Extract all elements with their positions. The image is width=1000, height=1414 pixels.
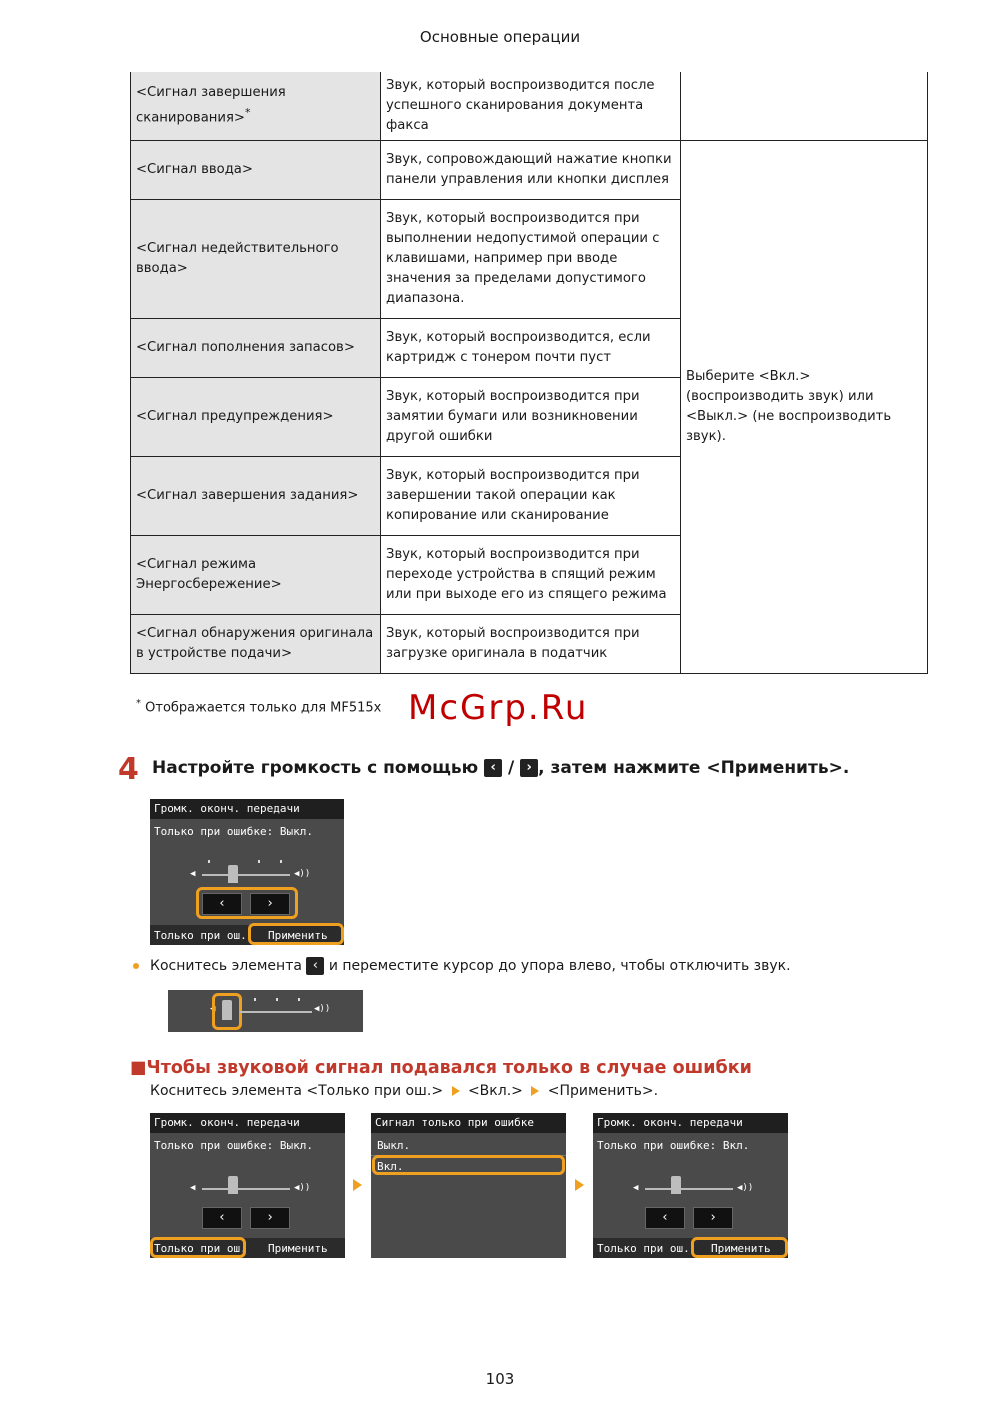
highlight-frame xyxy=(212,993,242,1030)
signal-desc: Звук, который воспроизводится, если картридж с тонером почти пуст xyxy=(381,319,681,378)
arrow-right-icon xyxy=(353,1179,362,1191)
option-off[interactable]: Выкл. xyxy=(377,1139,411,1152)
slider-tick xyxy=(208,860,210,863)
signal-desc: Звук, который воспроизводится при загрузке оригинала в податчик xyxy=(381,615,681,674)
slider-tick xyxy=(258,860,260,863)
speaker-low-icon: ◀ xyxy=(190,869,196,879)
signal-desc: Звук, сопровождающий нажатие кнопки панели управления или кнопки дисплея xyxy=(381,141,681,200)
volume-slider-track[interactable] xyxy=(645,1188,733,1190)
device-screen-volume xyxy=(150,799,344,945)
step-instruction: Настройте громкость с помощью ‹ / › , затем нажмите <Применить>. xyxy=(152,758,850,778)
only-on-error-button[interactable]: Только при ош. xyxy=(597,1242,690,1255)
highlight-frame xyxy=(196,887,298,919)
bullet-instruction: Коснитесь элемента ‹ и переместите курсор до упора влево, чтобы отключить звук. xyxy=(150,958,791,974)
screen-title: Громк. оконч. передачи xyxy=(150,1113,345,1133)
screen-title: Громк. оконч. передачи xyxy=(593,1113,788,1133)
signal-name: <Сигнал завершения задания> xyxy=(131,457,381,536)
signal-name: <Сигнал завершения сканирования>* xyxy=(131,72,381,141)
signal-table xyxy=(130,72,928,674)
signal-desc: Звук, который воспроизводится при замятии бумаги или возникновении другой ошибки xyxy=(381,378,681,457)
footnote: * Отображается только для MF515x xyxy=(136,698,382,716)
highlight-frame xyxy=(691,1237,788,1258)
option-on[interactable]: Вкл. xyxy=(377,1160,404,1173)
screen-title: Сигнал только при ошибке xyxy=(371,1113,566,1133)
page-header-title: Основные операции xyxy=(419,28,581,46)
speaker-high-icon: ◀)) xyxy=(294,1183,311,1193)
slider-strip-screen xyxy=(168,990,363,1032)
apply-button[interactable]: Применить xyxy=(268,929,328,942)
signal-name: <Сигнал предупреждения> xyxy=(131,378,381,457)
watermark: McGrp.Ru xyxy=(408,688,589,728)
page-number: 103 xyxy=(485,1370,515,1388)
signal-name: <Сигнал обнаружения оригинала в устройстве подачи> xyxy=(131,615,381,674)
signal-desc: Звук, который воспроизводится при выполнении недопустимой операции с клавишами, например при вводе значения за пределами допустимого диапазона. xyxy=(381,200,681,319)
volume-up-button[interactable]: › xyxy=(250,1207,290,1229)
speaker-high-icon: ◀)) xyxy=(314,1004,331,1014)
arrow-right-icon xyxy=(575,1179,584,1191)
apply-button[interactable]: Применить xyxy=(268,1242,328,1255)
arrow-right-icon xyxy=(531,1086,539,1096)
signal-name: <Сигнал режима Энергосбережение> xyxy=(131,536,381,615)
chevron-left-icon: ‹ xyxy=(306,957,324,975)
volume-slider-knob[interactable] xyxy=(228,1176,238,1194)
device-screen-a xyxy=(150,1113,345,1258)
speaker-high-icon: ◀)) xyxy=(294,869,311,879)
table-row xyxy=(131,141,928,200)
volume-slider-knob[interactable] xyxy=(228,865,238,883)
speaker-low-icon: ◀ xyxy=(190,1183,196,1193)
volume-slider-track[interactable] xyxy=(202,1188,290,1190)
volume-slider-track[interactable] xyxy=(202,874,290,876)
slider-tick xyxy=(298,998,300,1001)
apply-button[interactable]: Применить xyxy=(711,1242,771,1255)
slider-tick xyxy=(254,998,256,1001)
section-instruction: Коснитесь элемента <Только при ош.> <Вкл.> <Применить>. xyxy=(150,1083,659,1099)
step-number: 4 xyxy=(118,752,139,787)
signal-name: <Сигнал недействительного ввода> xyxy=(131,200,381,319)
highlight-frame xyxy=(248,923,344,945)
only-on-error-button[interactable]: Только при ош. xyxy=(154,1242,247,1255)
volume-slider-track[interactable] xyxy=(240,1011,312,1013)
volume-up-button[interactable]: › xyxy=(250,893,290,915)
screen-status-line: Только при ошибке: Выкл. xyxy=(154,825,313,838)
signal-desc: Звук, который воспроизводится после успешного сканирования документа факса xyxy=(381,72,681,141)
device-screen-b xyxy=(371,1113,566,1258)
volume-down-button[interactable]: ‹ xyxy=(202,893,242,915)
arrow-right-icon xyxy=(452,1086,460,1096)
screen-status-line: Только при ошибке: Выкл. xyxy=(154,1139,313,1152)
empty-cell xyxy=(681,72,928,141)
signal-name: <Сигнал пополнения запасов> xyxy=(131,319,381,378)
section-heading: ■Чтобы звуковой сигнал подавался только в случае ошибки xyxy=(130,1058,752,1078)
volume-slider-knob[interactable] xyxy=(671,1176,681,1194)
highlight-frame xyxy=(372,1155,565,1175)
option-cell: Выберите <Вкл.> (воспроизводить звук) или <Выкл.> (не воспроизводить звук). xyxy=(681,141,928,674)
speaker-low-icon: ◀ xyxy=(633,1183,639,1193)
device-screen-c xyxy=(593,1113,788,1258)
chevron-left-icon: ‹ xyxy=(484,759,502,777)
slider-tick xyxy=(280,860,282,863)
volume-down-button[interactable]: ‹ xyxy=(645,1207,685,1229)
slider-tick xyxy=(276,998,278,1001)
table-row xyxy=(131,72,928,141)
screen-title: Громк. оконч. передачи xyxy=(150,799,344,819)
chevron-right-icon: › xyxy=(520,759,538,777)
volume-down-button[interactable]: ‹ xyxy=(202,1207,242,1229)
screen-status-line: Только при ошибке: Вкл. xyxy=(597,1139,750,1152)
volume-up-button[interactable]: › xyxy=(693,1207,733,1229)
signal-name: <Сигнал ввода> xyxy=(131,141,381,200)
speaker-low-icon: ◀ xyxy=(210,1004,216,1014)
only-on-error-button[interactable]: Только при ош. xyxy=(154,929,247,942)
signal-desc: Звук, который воспроизводится при переходе устройства в спящий режим или при выходе его из спящего режима xyxy=(381,536,681,615)
bullet-dot xyxy=(133,963,139,969)
signal-desc: Звук, который воспроизводится при завершении такой операции как копирование или сканирование xyxy=(381,457,681,536)
speaker-high-icon: ◀)) xyxy=(737,1183,754,1193)
highlight-frame xyxy=(150,1237,246,1258)
